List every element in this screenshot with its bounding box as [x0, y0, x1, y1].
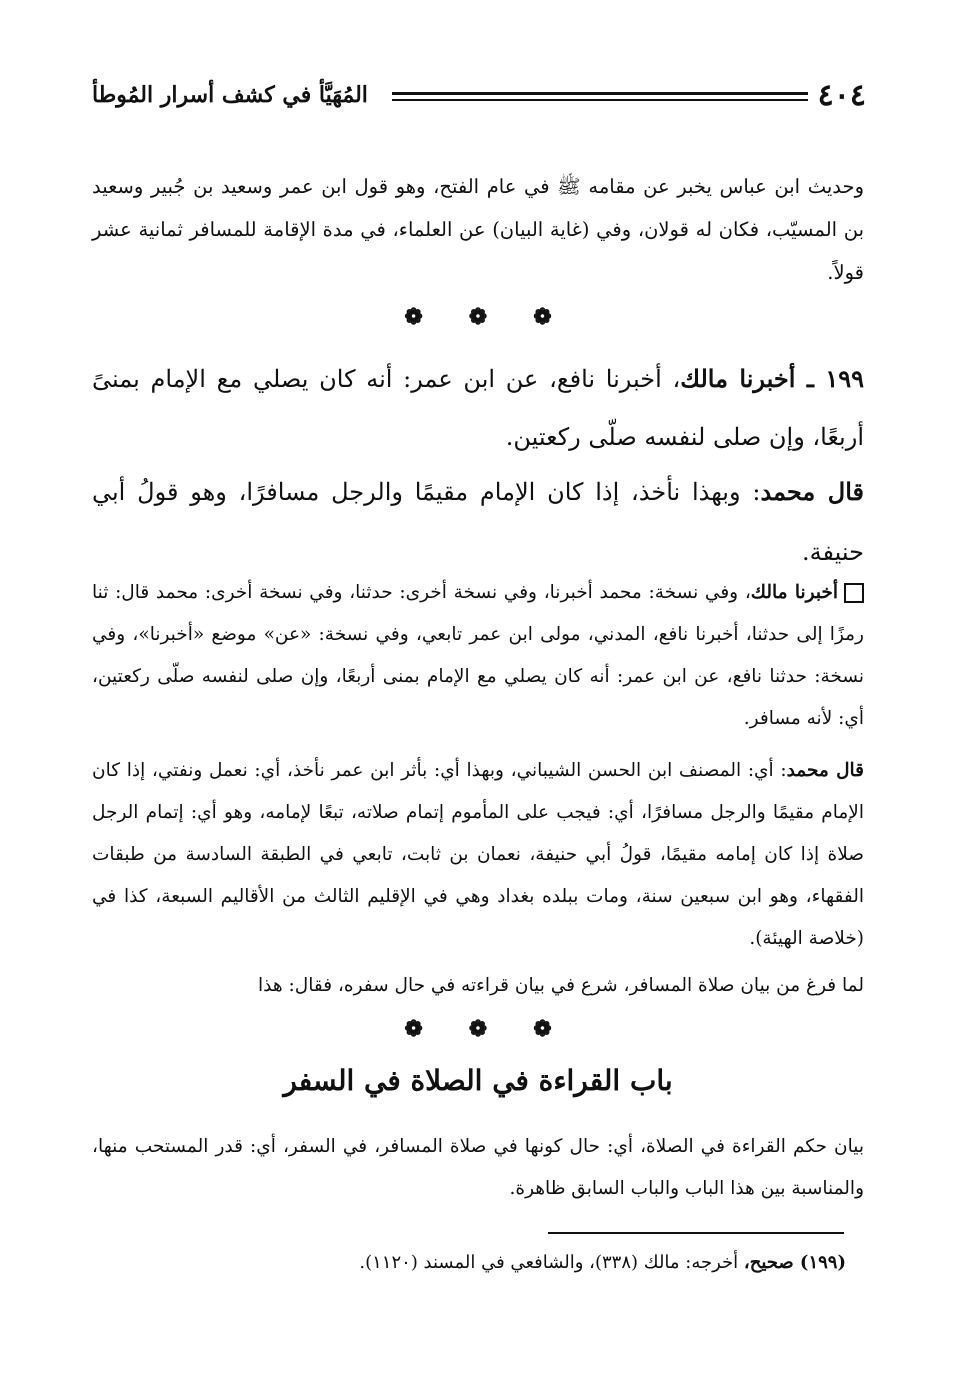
footnote: [92, 1248, 846, 1278]
hadith-text: ، أخبرنا نافع، عن ابن عمر: أنه كان يصلي مع الإمام بمنىً أربعًا، وإن صلى لنفسه صلّى ركعتين.: [92, 365, 864, 451]
footnote-label: (١٩٩) صحيح،: [743, 1252, 846, 1273]
header-rule: [392, 92, 808, 101]
note2-label: قال محمد: [786, 760, 864, 781]
hadith-label: ١٩٩ ـ أخبرنا مالك: [680, 364, 864, 393]
qaul-muhammad-paragraph: [92, 462, 864, 582]
note1-label: أخبرنا مالك: [750, 582, 838, 603]
separator-stars: ❁❁❁: [404, 304, 598, 330]
note2-text: : أي: المصنف ابن الحسن الشيباني، وبهذا أي: بأثر ابن عمر نأخذ، أي: نعمل ونفتي، إذا كان الإمام مقيمًا والرجل مسافرًا، أي: فيجب على المأموم إتمام صلاته، تبعًا لإمامه، وهو أي: إتمام الرجل صلاة إذا كان إمامه مقيمًا، قولُ أبي حنيفة، نعمان بن ثابت، تابعي في الطبقة السادسة من طبقات الفقهاء، وهو ابن سبعين سنة، ومات ببلده بغداد وهي في الإقليم الثالث من الأقاليم السبعة، كذا في (خلاصة الهيئة).: [92, 760, 864, 949]
footnote-text: أخرجه: مالك (٣٣٨)، والشافعي في المسند (١١٢٠).: [359, 1252, 744, 1273]
intro-paragraph: [92, 165, 864, 294]
commentary-note-2: [92, 750, 864, 960]
page-number: ٤٠٤: [817, 78, 866, 113]
section-text: بيان حكم القراءة في الصلاة، أي: حال كونها في صلاة المسافر، في السفر، أي: قدر المستحب منها، والمناسبة بين هذا الباب والباب السابق ظاهرة.: [92, 1136, 864, 1199]
separator-stars-2: ❁❁❁: [404, 1016, 598, 1042]
section-title: باب القراءة في الصلاة في السفر: [283, 1064, 673, 1097]
commentary-note-1: [92, 572, 864, 740]
hadith-paragraph: [92, 350, 864, 466]
note1-text: ، وفي نسخة: محمد أخبرنا، وفي نسخة أخرى: حدثنا، وفي نسخة أخرى: محمد قال: ثنا رمزًا إلى حدثنا، أخبرنا نافع، المدني، مولى ابن عمر تابعي، وفي نسخة: «عن» موضع «أخبرنا»، وفي نسخة: حدثنا نافع، عن ابن عمر: أنه كان يصلي مع الإمام بمنى أربعًا، وإن صلى لنفسه صلّى ركعتين، أي: لأنه مسافر.: [92, 582, 864, 729]
qaul-label: قال محمد: [760, 477, 864, 506]
qaul-text: : وبهذا نأخذ، إذا كان الإمام مقيمًا والرجل مسافرًا، وهو قولُ أبي حنيفة.: [92, 478, 864, 566]
note3-text: لما فرغ من بيان صلاة المسافر، شرع في بيان قراءته في حال سفره، فقال: هذا: [258, 975, 864, 996]
box-marker-icon: [844, 583, 864, 603]
page-header: [92, 78, 866, 118]
running-title: المُهَيَّأ في كشف أسرار المُوطأ: [92, 82, 368, 108]
commentary-note-3: [92, 965, 864, 1007]
footnote-rule: [548, 1232, 844, 1234]
intro-text: وحديث ابن عباس يخبر عن مقامه ﷺ في عام الفتح، وهو قول ابن عمر وسعيد بن جُبير وسعيد بن المسيّب، فكان له قولان، وفي (غاية البيان) عن العلماء، في مدة الإقامة للمسافر ثمانية عشر قولاً.: [92, 175, 864, 284]
section-paragraph: [92, 1126, 864, 1210]
